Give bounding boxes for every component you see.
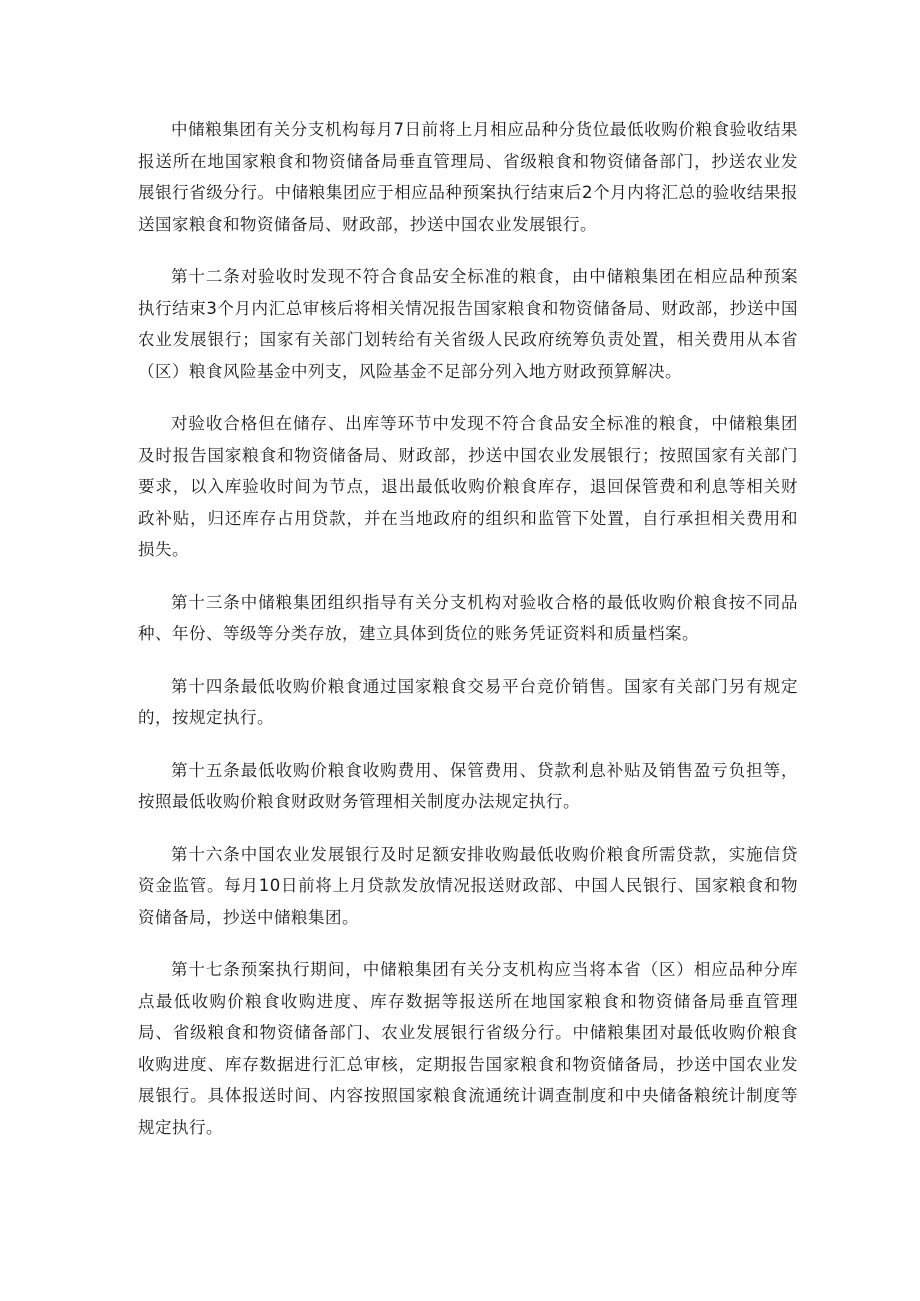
paragraph-unqualified-grain: 对验收合格但在储存、出库等环节中发现不符合食品安全标准的粮食，中储粮集团及时报告国家粮食和物资储备局、财政部，抄送中国农业发展银行；按照国家有关部门要求，以入库验收时间为节点，退出最低收购价粮食库存，退回保管费和利息等相关财政补贴，归还库存占用贷款，并在当地政府的组织和监管下处置，自行承担相关费用和损失。 <box>138 414 798 559</box>
paragraph-article-15: 第十五条最低收购价粮食收购费用、保管费用、贷款利息补贴及销售盈亏负担等，按照最低收购价粮食财政财务管理相关制度办法规定执行。 <box>138 760 798 811</box>
paragraph-article-13: 第十三条中储粮集团组织指导有关分支机构对验收合格的最低收购价粮食按不同品种、年份、等级等分类存放，建立具体到货位的账务凭证资料和质量档案。 <box>138 592 798 643</box>
paragraph-acceptance-report: 中储粮集团有关分支机构每月7日前将上月相应品种分货位最低收购价粮食验收结果报送所在地国家粮食和物资储备局垂直管理局、省级粮食和物资储备部门，抄送农业发展银行省级分行。中储粮集团应于相应品种预案执行结束后2个月内将汇总的验收结果报送国家粮食和物资储备局、财政部，抄送中国农业发展银行。 <box>138 120 798 234</box>
paragraph-article-17: 第十七条预案执行期间，中储粮集团有关分支机构应当将本省（区）相应品种分库点最低收购价粮食收购进度、库存数据等报送所在地国家粮食和物资储备局垂直管理局、省级粮食和物资储备部门、农业发展银行省级分行。中储粮集团对最低收购价粮食收购进度、库存数据进行汇总审核，定期报告国家粮食和物资储备局，抄送中国农业发展银行。具体报送时间、内容按照国家粮食流通统计调查制度和中央储备粮统计制度等规定执行。 <box>138 960 798 1137</box>
document-body <box>138 114 798 1164</box>
paragraph-article-14: 第十四条最低收购价粮食通过国家粮食交易平台竞价销售。国家有关部门另有规定的，按规定执行。 <box>138 676 798 727</box>
paragraph-article-12: 第十二条对验收时发现不符合食品安全标准的粮食，由中储粮集团在相应品种预案执行结束3个月内汇总审核后将相关情况报告国家粮食和物资储备局、财政部，抄送中国农业发展银行；国家有关部门划转给有关省级人民政府统筹负责处置，相关费用从本省（区）粮食风险基金中列支，风险基金不足部分列入地方财政预算解决。 <box>138 267 798 381</box>
paragraph-article-16: 第十六条中国农业发展银行及时足额安排收购最低收购价粮食所需贷款，实施信贷资金监管。每月10日前将上月贷款发放情况报送财政部、中国人民银行、国家粮食和物资储备局，抄送中储粮集团。 <box>138 844 798 927</box>
